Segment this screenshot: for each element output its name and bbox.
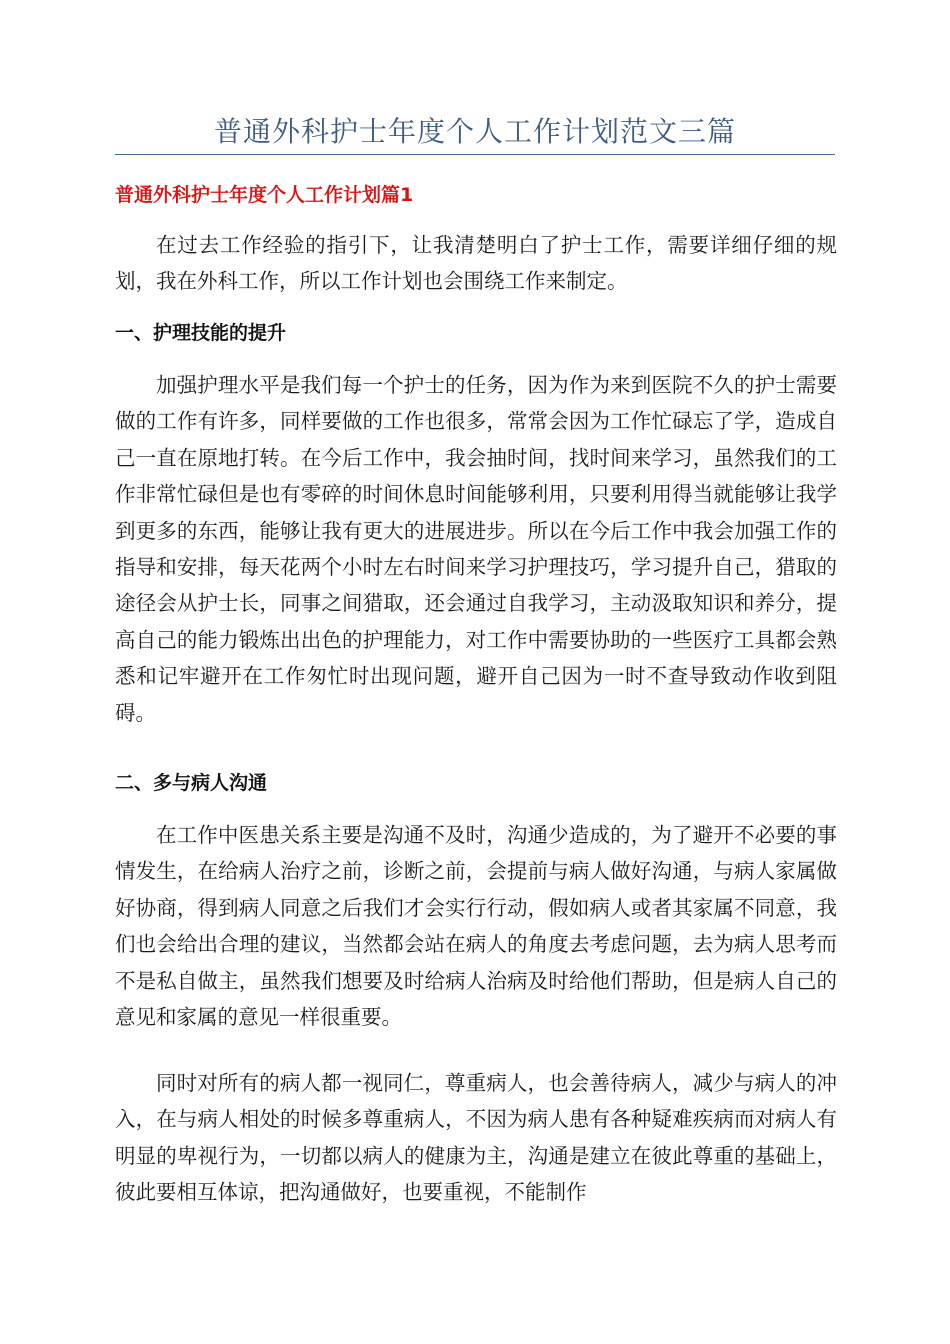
- title-underline: [115, 154, 835, 155]
- paragraph-respect-patients: 同时对所有的病人都一视同仁，尊重病人，也会善待病人，减少与病人的冲入，在与病人相处的时候多尊重病人，不因为病人患有各种疑难疾病而对病人有明显的卑视行为，一切都以病人的健康为主，沟通是建立在彼此尊重的基础上，彼此要相互体谅，把沟通做好，也要重视，不能制作: [115, 1071, 837, 1205]
- heading-skill-improvement: 一、护理技能的提升: [115, 322, 287, 344]
- intro-paragraph: 在过去工作经验的指引下，让我清楚明白了护士工作，需要详细仔细的规划，我在外科工作，所以工作计划也会围绕工作来制定。: [115, 233, 837, 294]
- section-title: 普通外科护士年度个人工作计划篇1: [115, 184, 414, 206]
- heading-patient-communication: 二、多与病人沟通: [115, 772, 268, 794]
- paragraph-patient-communication: 在工作中医患关系主要是沟通不及时，沟通少造成的，为了避开不必要的事情发生，在给病人治疗之前，诊断之前，会提前与病人做好沟通，与病人家属做好协商，得到病人同意之后我们才会实行行动，假如病人或者其家属不同意，我们也会给出合理的建议，当然都会站在病人的角度去考虑问题，去为病人思考而不是私自做主，虽然我们想要及时给病人治病及时给他们帮助，但是病人自己的意见和家属的意见一样很重要。: [115, 823, 837, 1030]
- paragraph-skill-improvement: 加强护理水平是我们每一个护士的任务，因为作为来到医院不久的护士需要做的工作有许多，同样要做的工作也很多，常常会因为工作忙碌忘了学，造成自己一直在原地打转。在今后工作中，我会抽时间，找时间来学习，虽然我们的工作非常忙碌但是也有零碎的时间休息时间能够利用，只要利用得当就能够让我学到更多的东西，能够让我有更大的进展进步。所以在今后工作中我会加强工作的指导和安排，每天花两个小时左右时间来学习护理技巧，学习提升自己，猎取的途径会从护士长，同事之间猎取，还会通过自我学习，主动汲取知识和养分，提高自己的能力锻炼出出色的护理能力，对工作中需要协助的一些医疗工具都会熟悉和记牢避开在工作匆忙时出现问题，避开自己因为一时不查导致动作收到阻碍。: [115, 373, 837, 725]
- document-title: 普通外科护士年度个人工作计划范文三篇: [213, 115, 736, 148]
